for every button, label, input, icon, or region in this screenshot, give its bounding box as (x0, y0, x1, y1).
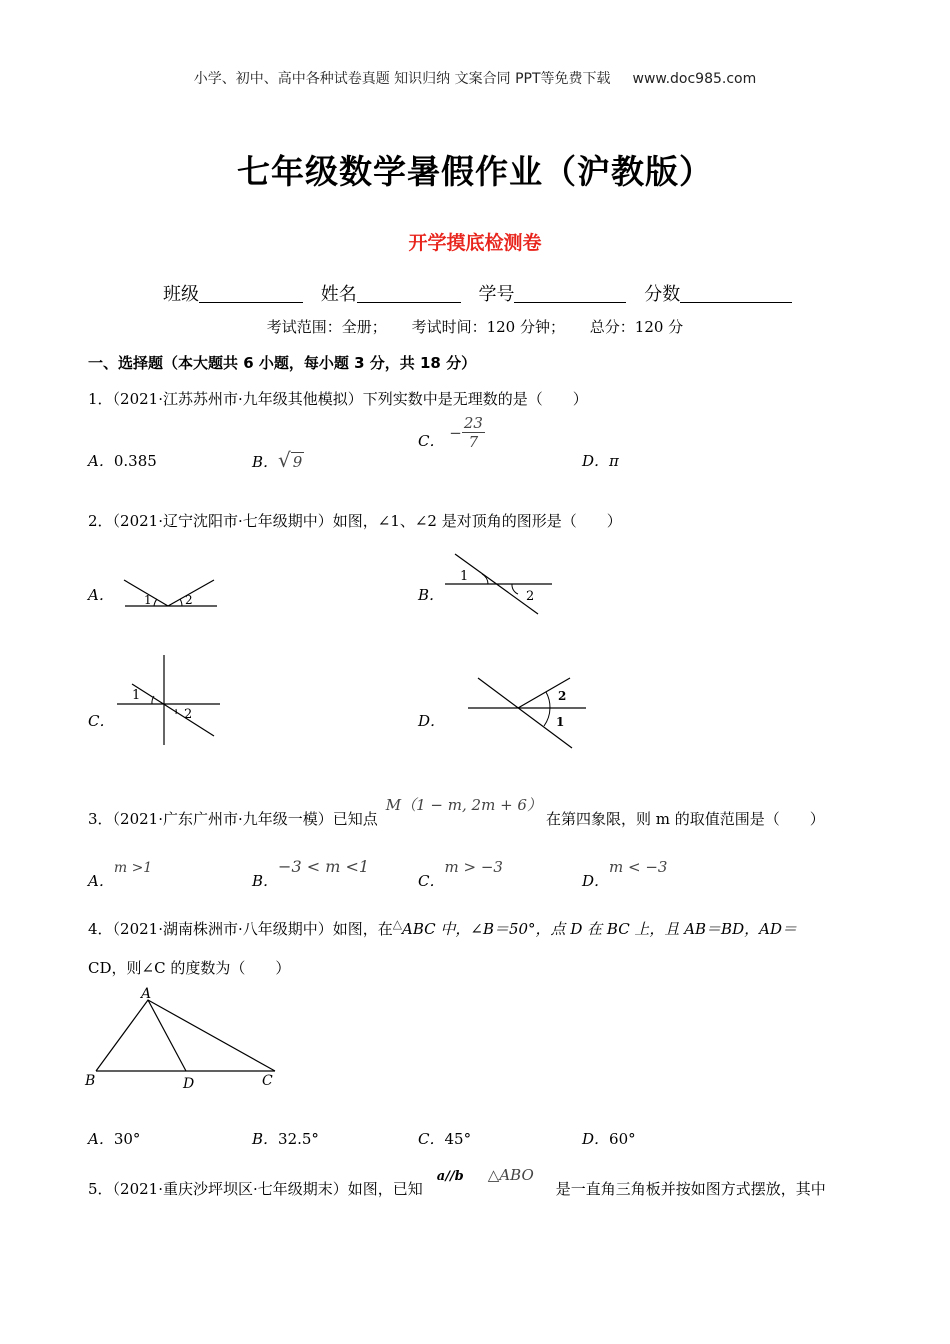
header-url[interactable]: www.doc985.com (632, 71, 757, 87)
q4-option-c[interactable]: C．45° (418, 1130, 472, 1148)
header-banner (0, 68, 950, 88)
parallel-ab: a//b (436, 1169, 464, 1184)
q1-option-a[interactable]: A．0.385 (88, 452, 157, 470)
question-4-text-line2: CD，则∠C 的度数为（ ） (88, 959, 291, 977)
exam-meta (0, 316, 950, 337)
q2-figure-d (464, 670, 588, 752)
q2-option-a[interactable]: A． (88, 586, 114, 604)
triangle-abc-outline (96, 1000, 275, 1071)
question-5-text: 5．（2021·重庆沙坪坝区·七年级期末）如图，已知a//b △ABO是一直角三角板并按如图方式摆放，其中 (88, 1166, 826, 1198)
name-blank[interactable] (357, 284, 461, 303)
exam-time: 考试时间：120 分钟； (411, 318, 565, 336)
vertex-d-label: D (183, 1076, 195, 1092)
point-m-expression: M（1 − m, 2m + 6） (385, 796, 542, 814)
class-blank[interactable] (199, 284, 303, 303)
page-subtitle: 开学摸底检测卷 (408, 232, 542, 254)
fig-d-arc-2 (546, 692, 550, 708)
fig-b-label-2: 2 (526, 589, 535, 604)
fig-d-arc-1 (544, 708, 550, 726)
student-info-line (163, 280, 804, 306)
q2-figure-a (110, 570, 225, 615)
question-1-text: 1．（2021·江苏苏州市·九年级其他模拟）下列实数中是无理数的是（ ） (88, 390, 588, 408)
vertex-b-label: B (85, 1073, 96, 1089)
question-2-text: 2．（2021·辽宁沈阳市·七年级期中）如图，∠1、∠2 是对顶角的图形是（ ） (88, 512, 622, 530)
fig-c-label-1: 1 (132, 688, 141, 703)
fig-b-label-1: 1 (460, 569, 469, 584)
q2-option-c[interactable]: C． (88, 712, 115, 730)
name-label: 姓名 (320, 284, 357, 305)
class-label: 班级 (163, 284, 199, 305)
q1-option-d[interactable]: D．π (582, 452, 619, 470)
student-id-label: 学号 (478, 284, 515, 305)
q2-option-d[interactable]: D． (418, 712, 446, 730)
q1-option-b[interactable]: B．√ 9 (252, 448, 303, 472)
vertex-a-label: A (141, 986, 152, 1002)
fig-a-label-1: 1 (144, 593, 152, 607)
q4-option-a[interactable]: A．30° (88, 1130, 141, 1148)
q3-option-b[interactable]: B．−3 < m <1 (252, 857, 370, 890)
q3-option-a[interactable]: A．m >1 (88, 860, 153, 890)
fig-a-label-2: 2 (185, 593, 193, 607)
q2-option-b[interactable]: B． (418, 586, 445, 604)
score-blank[interactable] (680, 284, 792, 303)
sqrt-symbol: √ (278, 448, 291, 472)
question-3-text: 3．（2021·广东广州市·九年级一模）已知点M（1 − m, 2m + 6）在第四象限，则 m 的取值范围是（ ） (88, 796, 825, 828)
fig-a-arc-2 (180, 599, 182, 606)
section-title-choice: 一、选择题（本大题共 6 小题，每小题 3 分，共 18 分） (88, 354, 477, 372)
fig-a-arc-1 (154, 599, 157, 606)
fig-b-arc-2 (512, 584, 518, 594)
header-banner-text: 小学、初中、高中各种试卷真题 知识归纳 文案合同 PPT等免费下载 (193, 71, 611, 87)
fig-d-label-1: 1 (556, 715, 565, 729)
student-id-blank[interactable] (514, 284, 626, 303)
score-label: 分数 (644, 284, 681, 305)
q4-option-b[interactable]: B．32.5° (252, 1130, 319, 1148)
fig-d-label-2: 2 (558, 689, 567, 703)
question-4-text-line1: 4．（2021·湖南株洲市·八年级期中）如图，在△ABC 中，∠B＝50°，点 D 在 BC 上，且 AB＝BD，AD＝ (88, 917, 797, 938)
q4-option-d[interactable]: D．60° (582, 1130, 636, 1148)
triangle-symbol: △ (392, 917, 402, 931)
exam-total: 总分：120 分 (589, 318, 684, 336)
q2-figure-b (440, 550, 560, 620)
q4-triangle-figure (82, 984, 282, 1094)
page-title: 七年级数学暑假作业（沪教版） (237, 152, 713, 191)
exam-scope: 考试范围：全册； (266, 318, 387, 336)
fig-c-label-2: 2 (184, 707, 193, 722)
q2-figure-c (112, 652, 224, 748)
q3-option-c[interactable]: C．m > −3 (418, 858, 503, 890)
triangle-abo: △ABO (487, 1166, 534, 1184)
q1-option-c[interactable]: C． − $\frac{23}{7}$ (418, 414, 483, 451)
vertex-c-label: C (262, 1073, 273, 1089)
fraction: $\frac{23}{7}$ (463, 414, 483, 451)
fig-c-oblique-line (132, 684, 214, 736)
q3-option-d[interactable]: D．m < −3 (582, 858, 668, 890)
